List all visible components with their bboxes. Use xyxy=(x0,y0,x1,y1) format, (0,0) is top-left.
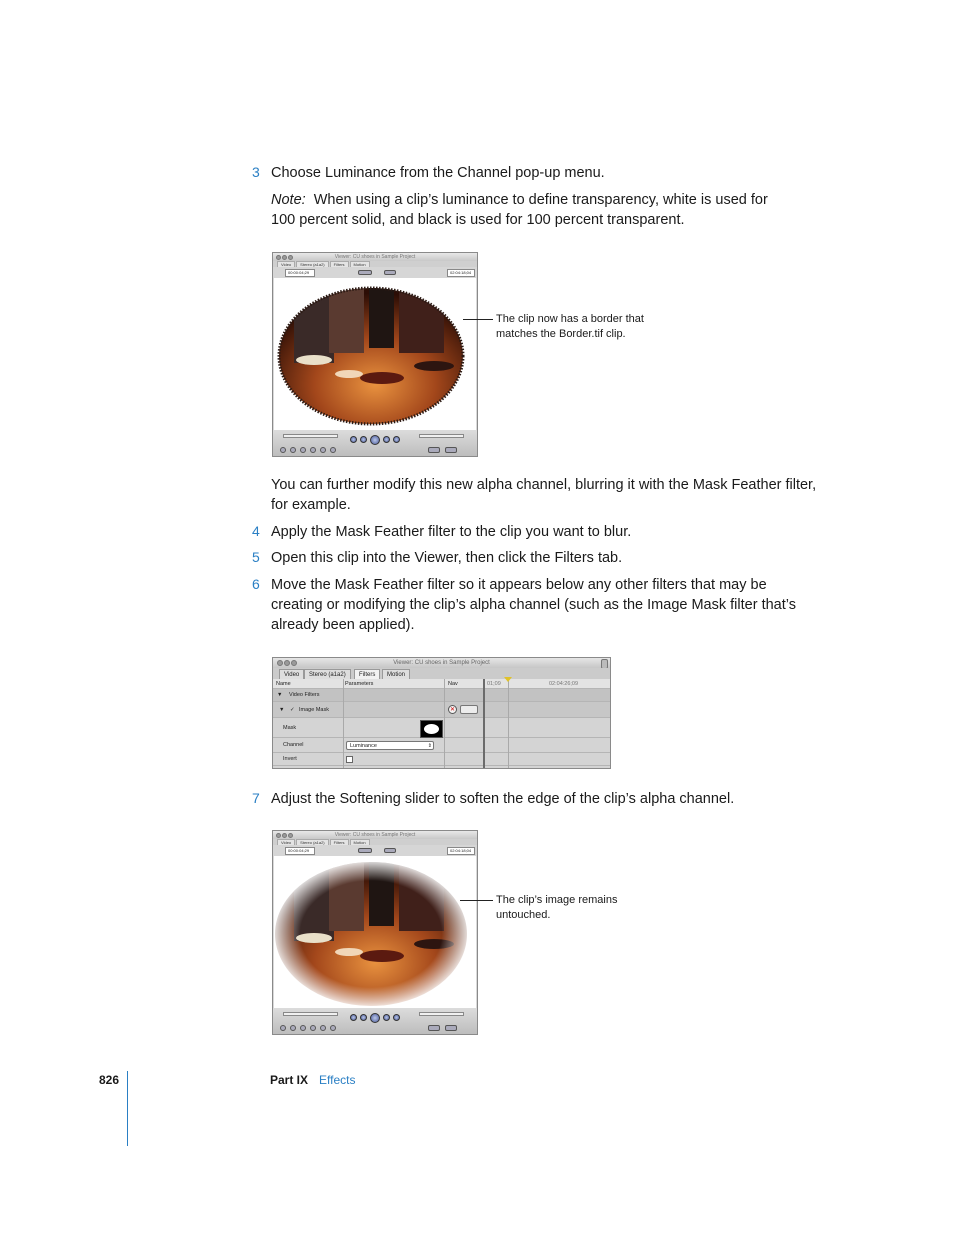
video-filters-row xyxy=(273,689,610,702)
play-in-out-button[interactable] xyxy=(350,436,357,443)
playhead-line[interactable] xyxy=(483,679,485,768)
play-button[interactable] xyxy=(370,1013,380,1023)
column-divider xyxy=(444,679,445,768)
step-number-3: 3 xyxy=(252,164,260,180)
callout-1 xyxy=(496,312,644,342)
mark-in-button[interactable] xyxy=(280,447,286,453)
step-number-5: 5 xyxy=(252,549,260,565)
note-line-1: When using a clip’s luminance to define transparency, white is used for xyxy=(313,192,768,208)
mark-clip-button[interactable] xyxy=(300,1025,306,1031)
header-nav: Nav xyxy=(448,681,458,687)
channel-row xyxy=(273,738,610,753)
tab-motion[interactable]: Motion xyxy=(350,839,370,847)
mark-clip-button[interactable] xyxy=(300,447,306,453)
callout-2 xyxy=(496,893,617,923)
prev-edit-button[interactable] xyxy=(360,436,367,443)
timeline-tc-2: 02:04:26;09 xyxy=(549,681,579,687)
header-name: Name xyxy=(276,681,291,687)
mark-out-button[interactable] xyxy=(290,447,296,453)
jog-control[interactable] xyxy=(419,434,464,438)
tab-video[interactable]: Video xyxy=(279,669,304,679)
viewer-screenshot-bordered xyxy=(272,252,478,457)
keyframe-popup[interactable] xyxy=(460,705,478,714)
bordered-clip-image xyxy=(274,278,476,430)
note xyxy=(271,190,768,210)
step-5-text: Open this clip into the Viewer, then click the Filters tab. xyxy=(271,550,623,566)
jog-control[interactable] xyxy=(419,1012,464,1016)
transport-controls xyxy=(273,1008,477,1034)
play-in-out-button[interactable] xyxy=(350,1014,357,1021)
tab-stereo[interactable]: Stereo (a1a2) xyxy=(296,261,328,269)
channel-value: Luminance xyxy=(350,743,377,749)
mask-label: Mask xyxy=(283,725,297,731)
paragraph-line-2: for example. xyxy=(271,497,351,513)
callout-leader-2 xyxy=(460,900,493,901)
viewer-title-bar xyxy=(273,831,477,839)
shuttle-slider[interactable] xyxy=(283,1012,338,1016)
step-number-7: 7 xyxy=(252,790,260,806)
note-label: Note: xyxy=(271,192,306,208)
mark-in-button[interactable] xyxy=(280,1025,286,1031)
note-line-2: 100 percent solid, and black is used for 100 percent transparent. xyxy=(271,212,685,228)
viewer-screenshot-feathered xyxy=(272,830,478,1035)
popup-arrows-icon: ⇕ xyxy=(427,743,432,749)
view-popup[interactable] xyxy=(384,270,396,275)
callout-2-line-2: untouched. xyxy=(496,909,551,921)
invert-row xyxy=(273,753,610,766)
add-marker-button[interactable] xyxy=(310,1025,316,1031)
match-frame-button[interactable] xyxy=(330,1025,336,1031)
filters-grid xyxy=(273,679,610,768)
zoom-popup[interactable] xyxy=(358,270,372,275)
step-6-line-1: Move the Mask Feather filter so it appears below any other filters that may be xyxy=(271,577,767,593)
generator-popup[interactable] xyxy=(445,447,457,453)
step-number-6: 6 xyxy=(252,576,260,592)
step-7-text: Adjust the Softening slider to soften the edge of the clip’s alpha channel. xyxy=(271,791,735,807)
prev-edit-button[interactable] xyxy=(360,1014,367,1021)
playhead-marker-icon[interactable] xyxy=(504,677,512,682)
tab-motion[interactable]: Motion xyxy=(382,669,410,679)
step-3-text: Choose Luminance from the Channel pop-up menu. xyxy=(271,165,605,181)
filters-tab-screenshot xyxy=(272,657,611,769)
filters-title-bar xyxy=(273,658,610,668)
disclosure-triangle-icon[interactable]: ▼ xyxy=(277,692,283,698)
page-number: 826 xyxy=(99,1073,120,1087)
step-4-text: Apply the Mask Feather filter to the clip you want to blur. xyxy=(271,524,632,540)
play-around-button[interactable] xyxy=(393,436,400,443)
timecode-current[interactable]: 02:04:18;04 xyxy=(447,269,475,277)
reset-icon[interactable]: ✕ xyxy=(449,707,456,713)
channel-popup[interactable] xyxy=(346,741,434,750)
recent-clips-popup[interactable] xyxy=(428,1025,440,1031)
callout-1-line-1: The clip now has a border that xyxy=(496,313,644,325)
timecode-duration[interactable]: 00:00:04;29 xyxy=(285,847,315,855)
generator-popup[interactable] xyxy=(445,1025,457,1031)
tab-motion[interactable]: Motion xyxy=(350,261,370,269)
timecode-bar xyxy=(273,845,477,856)
disclosure-triangle-icon[interactable]: ▼ xyxy=(279,707,285,713)
add-keyframe-button[interactable] xyxy=(320,1025,326,1031)
footer-divider xyxy=(127,1071,128,1146)
tab-stereo[interactable]: Stereo (a1a2) xyxy=(296,839,328,847)
match-frame-button[interactable] xyxy=(330,447,336,453)
column-divider xyxy=(343,679,344,768)
tab-video[interactable]: Video xyxy=(277,261,295,269)
shuttle-slider[interactable] xyxy=(283,434,338,438)
video-filters-label: Video Filters xyxy=(289,692,320,698)
viewer-title: Viewer: CU shoes in Sample Project xyxy=(334,254,416,260)
mask-row xyxy=(273,718,610,738)
mask-well[interactable] xyxy=(420,720,443,738)
timeline-gridline xyxy=(508,679,509,768)
image-mask-label: Image Mask xyxy=(299,707,329,713)
play-button[interactable] xyxy=(370,435,380,445)
header-row xyxy=(273,679,610,689)
step-number-4: 4 xyxy=(252,523,260,539)
timeline-tc-1: 01;09 xyxy=(487,681,501,687)
next-edit-button[interactable] xyxy=(383,1014,390,1021)
filters-window-title: Viewer: CU shoes in Sample Project xyxy=(393,660,490,666)
filters-tabs xyxy=(273,668,610,679)
viewer-title: Viewer: CU shoes in Sample Project xyxy=(334,832,416,838)
timecode-duration[interactable]: 00:00:04;29 xyxy=(285,269,315,277)
transport-controls xyxy=(273,430,477,456)
mark-out-button[interactable] xyxy=(290,1025,296,1031)
step-6-line-2: creating or modifying the clip’s alpha channel (such as the Image Mask filter that’s xyxy=(271,597,796,613)
zoom-popup[interactable] xyxy=(358,848,372,853)
timecode-current[interactable]: 02:04:18;04 xyxy=(447,847,475,855)
tab-stereo[interactable]: Stereo (a1a2) xyxy=(304,669,351,679)
invert-checkbox[interactable] xyxy=(346,756,353,763)
callout-2-line-1: The clip’s image remains xyxy=(496,894,618,906)
add-keyframe-button[interactable] xyxy=(320,447,326,453)
feathered-clip-image xyxy=(274,856,476,1008)
footer-section-link[interactable]: Effects xyxy=(319,1073,356,1087)
video-frame xyxy=(274,856,476,1008)
mask-shape-icon xyxy=(424,724,439,734)
callout-1-line-2: matches the Border.tif clip. xyxy=(496,328,626,340)
paragraph-line-1: You can further modify this new alpha channel, blurring it with the Mask Feather filter, xyxy=(271,477,817,493)
header-parameters: Parameters xyxy=(345,681,374,687)
image-mask-row xyxy=(273,702,610,718)
add-marker-button[interactable] xyxy=(310,447,316,453)
view-popup[interactable] xyxy=(384,848,396,853)
recent-clips-popup[interactable] xyxy=(428,447,440,453)
video-frame xyxy=(274,278,476,430)
timecode-bar xyxy=(273,267,477,278)
tab-filters[interactable]: Filters xyxy=(330,261,349,269)
invert-label: Invert xyxy=(283,756,297,762)
callout-leader-1 xyxy=(463,319,493,320)
play-around-button[interactable] xyxy=(393,1014,400,1021)
footer-part: Part IX xyxy=(270,1073,309,1087)
tab-filters[interactable]: Filters xyxy=(330,839,349,847)
tab-video[interactable]: Video xyxy=(277,839,295,847)
next-edit-button[interactable] xyxy=(383,436,390,443)
channel-label: Channel xyxy=(283,742,304,748)
step-6-line-3: already been applied). xyxy=(271,617,415,633)
viewer-title-bar xyxy=(273,253,477,261)
tab-filters[interactable]: Filters xyxy=(354,669,380,679)
enable-checkmark-icon[interactable]: ✓ xyxy=(290,707,295,713)
